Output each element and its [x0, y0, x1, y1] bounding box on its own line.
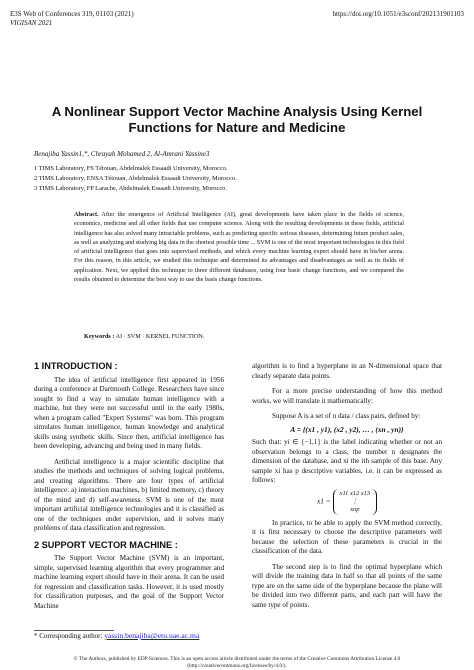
keywords-text: AI · SVM · KERNEL FUNCTION. [115, 333, 205, 340]
vector-matrix [333, 489, 377, 515]
footnote-label: * Corresponding author: [34, 632, 103, 640]
intro-paragraph-2: Artificial intelligence is a major scientific discipline that studies the methods and techniques of solving logical problems, and creating algorithms. There are four types of artificial intelligence: a) interaction machines, b) limited memory, c) theory of the mind and d) self-awareness. SVM is one of the most important artificial intelligence technologies and it is classified as one of the techniques under supervision, and it solves many problems of data classification and regression. [34, 457, 224, 532]
intro-heading: 1 INTRODUCTION : [34, 361, 118, 371]
title-line-2: Functions for Nature and Medicine [128, 119, 346, 135]
journal-name: E3S Web of Conferences 319, 01103 (2021) [10, 10, 134, 18]
copyright-line-2: (http://creativecommons.org/licenses/by/4.0/). [187, 663, 287, 669]
title-line-1: A Nonlinear Support Vector Machine Analysis Using Kernel [51, 104, 423, 119]
keywords-label: Keywords : [84, 333, 115, 340]
keywords [84, 333, 204, 340]
right-paragraph-5: In practice, to be able to apply the SVM method correctly, it is first necessary to choose the descriptive parameters well because the selection of these parameters is crucial in the classification of the data. [252, 518, 442, 555]
left-column [34, 362, 224, 611]
svm-heading: 2 SUPPORT VECTOR MACHINE : [34, 539, 178, 550]
footnote [34, 631, 199, 640]
abstract-label: Abstract. [74, 211, 99, 218]
copyright-line-1: © The Authors, published by EDP Sciences. This is an open access article distributed under the terms of the Creative Commons Attribution License 4.0 [73, 656, 401, 662]
vector-row-2: ⋮ [351, 497, 359, 505]
right-column [252, 362, 442, 610]
vector-row-1: x11 x12 x13 [339, 489, 371, 497]
doi-link[interactable]: https://doi.org/10.1051/e3sconf/202131901103 [332, 10, 464, 18]
intro-paragraph-1: The idea of artificial intelligence first appeared in 1956 during a conference at Dartmouth College. Researchers have since sought to find a way to simulate human intelligence with a machine, but they were not successful until in the early 1980s, when a program called "Expert Systems" was born. This program simulates human intelligence, human knowledge and analytical skills using synthetic skills. Since then, artificial intelligence has been developing, advancing and being used in many fields. [34, 375, 224, 450]
right-paragraph-6: The second step is to find the optimal hyperplane which will divide the training data in half so that all points of the same type are on the same side of the hyperplane because the plane will be divided into two different parts, and each part will have the same type of points. [252, 562, 442, 609]
right-paragraph-3: Suppose A is a set of n data / class pairs, defined by: [272, 412, 421, 420]
abstract-text: After the emergence of Artificial Intelligence (AI), great developments have taken place in the fields of science, economics, medicine and all other fields that use computer science. Along with the resulting developments in these fields, artificial intelligence has also solved many intractable problems, such as predicting specific serious diseases, determining future product sales, as well as analyzing and studying big data in the shortest possible time ... SVM is one of the most important technologies in this field of artificial intelligence that goes into supervised methods, and which every machine learning expert should have in his/her arena. For this reason, in this article, we studied this technique and determined its advantages and disadvantages as well as its fields of application. Next, we applied this technique to three different databases, using four basic change functions, and we compared the results obtained to determine the best way to use the basis change functions. [74, 211, 404, 284]
affiliation-3: 3 TIMS Laboratory, FP Larache, Abdelmalek Essaadi University, Morocco. [34, 185, 227, 192]
vector-lhs: x1 = [316, 496, 331, 506]
vector-formula [252, 489, 442, 515]
affiliation-2: 2 TIMS Laboratory, ENSA Tétouan, Abdelmalek Essaadi University, Morocco. [34, 175, 237, 182]
right-paragraph-4: Such that: yi ∈ {−1,1} is the label indicating whether or not an observation belongs to a class, the number n designates the dimension of the database, and xi the ith sample of this base. Any sample xi has p descriptive variables, i.e. it can be expressed as follows: [252, 438, 442, 484]
authors: Benajiba Yassin1,*, Chrayah Mohamed 2, Al-Amrani Yassine3 [34, 150, 210, 158]
author-email-link[interactable]: yassin.benajiba@etu.uae.ac.ma [104, 631, 200, 640]
vector-row-3: xnp [350, 505, 360, 513]
abstract [74, 210, 404, 284]
journal-header [10, 10, 134, 28]
conference-name: VIGISAN 2021 [10, 19, 53, 27]
right-paragraph-2: For a more precise understanding of how this method works, we will translate it mathematically: [252, 387, 442, 405]
set-formula: A = {(x1 , y1), (x2 , y2), … , (xn , yn)} [290, 424, 404, 434]
affiliation-1: 1 TIMS Laboratory, FS Tétouan, Abdelmalek Essaadi University, Morocco. [34, 165, 228, 172]
right-paragraph-1: algorithm is to find a hyperplane in an N-dimensional space that clearly separate data points. [252, 362, 442, 380]
copyright-notice [0, 656, 474, 670]
paper-title [0, 104, 474, 135]
svm-paragraph-1: The Support Vector Machine (SVM) is an important, simple, supervised learning algorithm that every programmer and machine learning expert should have in their arena. It can be used for regression and classification tasks. However, it is used mostly for classification purposes, and the goal of the Support Vector Machine [34, 554, 224, 610]
